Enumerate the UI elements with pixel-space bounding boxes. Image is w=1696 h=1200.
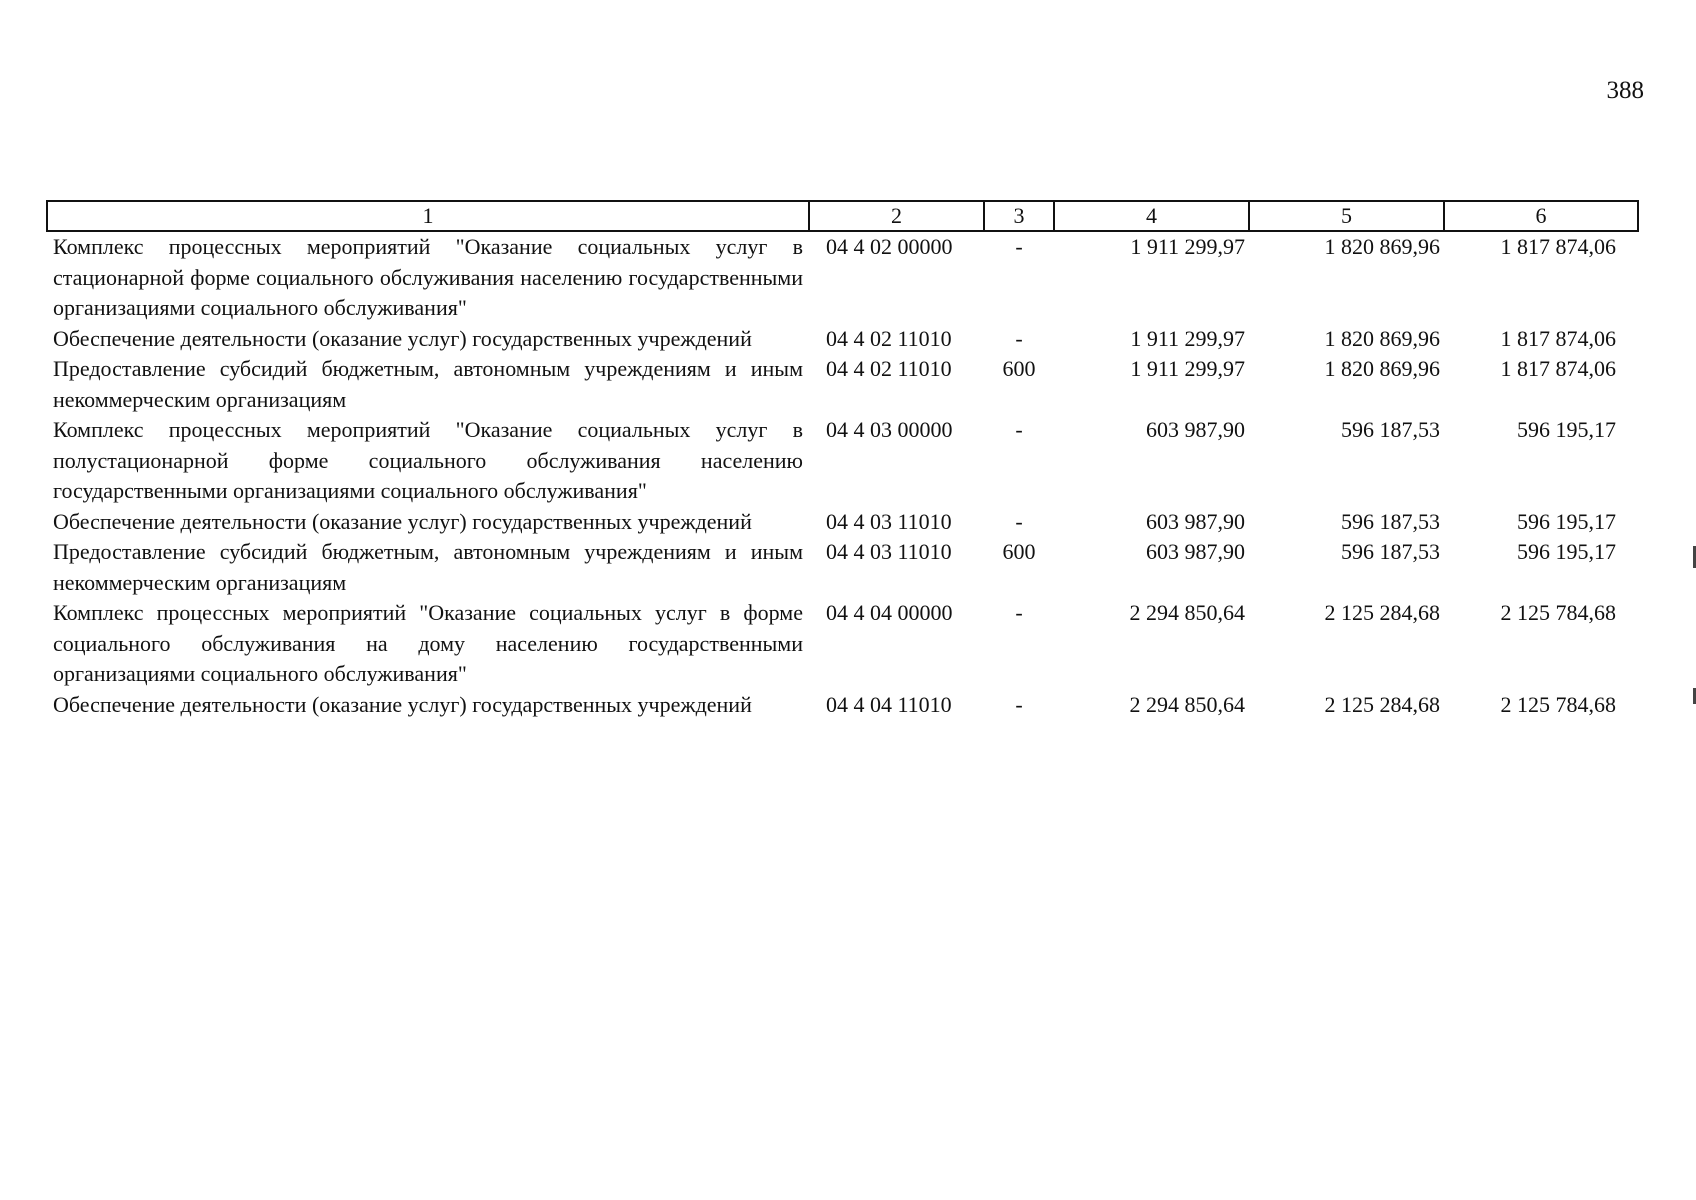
row-code: 04 4 04 11010 [826, 691, 952, 717]
row-value-col5: 596 187,53 [1341, 417, 1440, 442]
row-name: Обеспечение деятельности (оказание услуг) государственных учреждений [53, 508, 752, 534]
table-row [47, 537, 1638, 598]
row-name: Обеспечение деятельности (оказание услуг) государственных учреждений [53, 691, 752, 717]
row-code: 04 4 03 00000 [826, 417, 953, 442]
row-code: 04 4 02 11010 [826, 356, 952, 381]
row-code: 04 4 03 11010 [826, 508, 952, 534]
row-value-col6: 2 125 784,68 [1500, 691, 1616, 717]
column-header-6: 6 [1444, 201, 1638, 231]
row-value-col5: 2 125 284,68 [1324, 691, 1440, 717]
row-name: Обеспечение деятельности (оказание услуг) государственных учреждений [53, 325, 752, 351]
row-name: Комплекс процессных мероприятий "Оказание социальных услуг в стационарной форме социального обслуживания населению государственными организациями социального обслуживания" [53, 234, 803, 320]
row-name: Предоставление субсидий бюджетным, автономным учреждениям и иным некоммерческим организациям [53, 539, 803, 595]
column-header-4: 4 [1054, 201, 1249, 231]
column-header-1: 1 [47, 201, 809, 231]
row-value-col6: 2 125 784,68 [1500, 600, 1616, 625]
page-number: 388 [1606, 77, 1644, 104]
table-row [47, 231, 1638, 324]
row-code: 04 4 02 00000 [826, 234, 953, 259]
row-value-col4: 603 987,90 [1146, 508, 1245, 534]
row-value-col5: 1 820 869,96 [1324, 234, 1440, 259]
row-value-col6: 596 195,17 [1517, 417, 1616, 442]
row-expense-type: 600 [1002, 539, 1036, 564]
table-header-row [47, 201, 1638, 231]
row-value-col5: 2 125 284,68 [1324, 600, 1440, 625]
row-name: Комплекс процессных мероприятий "Оказание социальных услуг в полустационарной форме социального обслуживания населению государственными организациями социального обслуживания" [53, 417, 803, 503]
column-header-2: 2 [809, 201, 984, 231]
row-value-col5: 596 187,53 [1341, 508, 1440, 534]
row-value-col4: 1 911 299,97 [1130, 325, 1245, 351]
row-expense-type: - [1015, 325, 1023, 351]
table-row [47, 324, 1638, 355]
column-header-3: 3 [984, 201, 1054, 231]
row-value-col4: 2 294 850,64 [1129, 691, 1245, 717]
row-expense-type: - [1015, 417, 1023, 442]
row-code: 04 4 04 00000 [826, 600, 953, 625]
row-name: Комплекс процессных мероприятий "Оказание социальных услуг в форме социального обслуживания на дому населению государственными организациями социального обслуживания" [53, 600, 803, 686]
row-expense-type: - [1015, 508, 1023, 534]
row-value-col6: 1 817 874,06 [1500, 325, 1616, 351]
row-name: Предоставление субсидий бюджетным, автономным учреждениям и иным некоммерческим организациям [53, 356, 803, 412]
row-value-col6: 596 195,17 [1517, 539, 1616, 564]
row-value-col4: 2 294 850,64 [1129, 600, 1245, 625]
row-value-col4: 603 987,90 [1146, 417, 1245, 442]
row-code: 04 4 02 11010 [826, 325, 952, 351]
row-value-col4: 1 911 299,97 [1130, 356, 1245, 381]
row-expense-type: - [1015, 691, 1023, 717]
budget-table [46, 200, 1639, 720]
row-value-col6: 596 195,17 [1517, 508, 1616, 534]
row-value-col5: 596 187,53 [1341, 539, 1440, 564]
row-expense-type: 600 [1002, 356, 1036, 381]
row-value-col4: 603 987,90 [1146, 539, 1245, 564]
row-value-col5: 1 820 869,96 [1324, 356, 1440, 381]
table-row [47, 690, 1638, 721]
row-value-col6: 1 817 874,06 [1500, 234, 1616, 259]
row-value-col6: 1 817 874,06 [1500, 356, 1616, 381]
table-row [47, 354, 1638, 415]
column-header-5: 5 [1249, 201, 1444, 231]
row-expense-type: - [1015, 234, 1023, 259]
row-value-col5: 1 820 869,96 [1324, 325, 1440, 351]
row-expense-type: - [1015, 600, 1023, 625]
row-code: 04 4 03 11010 [826, 539, 952, 564]
table-row [47, 598, 1638, 690]
table-row [47, 415, 1638, 507]
row-value-col4: 1 911 299,97 [1130, 234, 1245, 259]
table-row [47, 507, 1638, 538]
